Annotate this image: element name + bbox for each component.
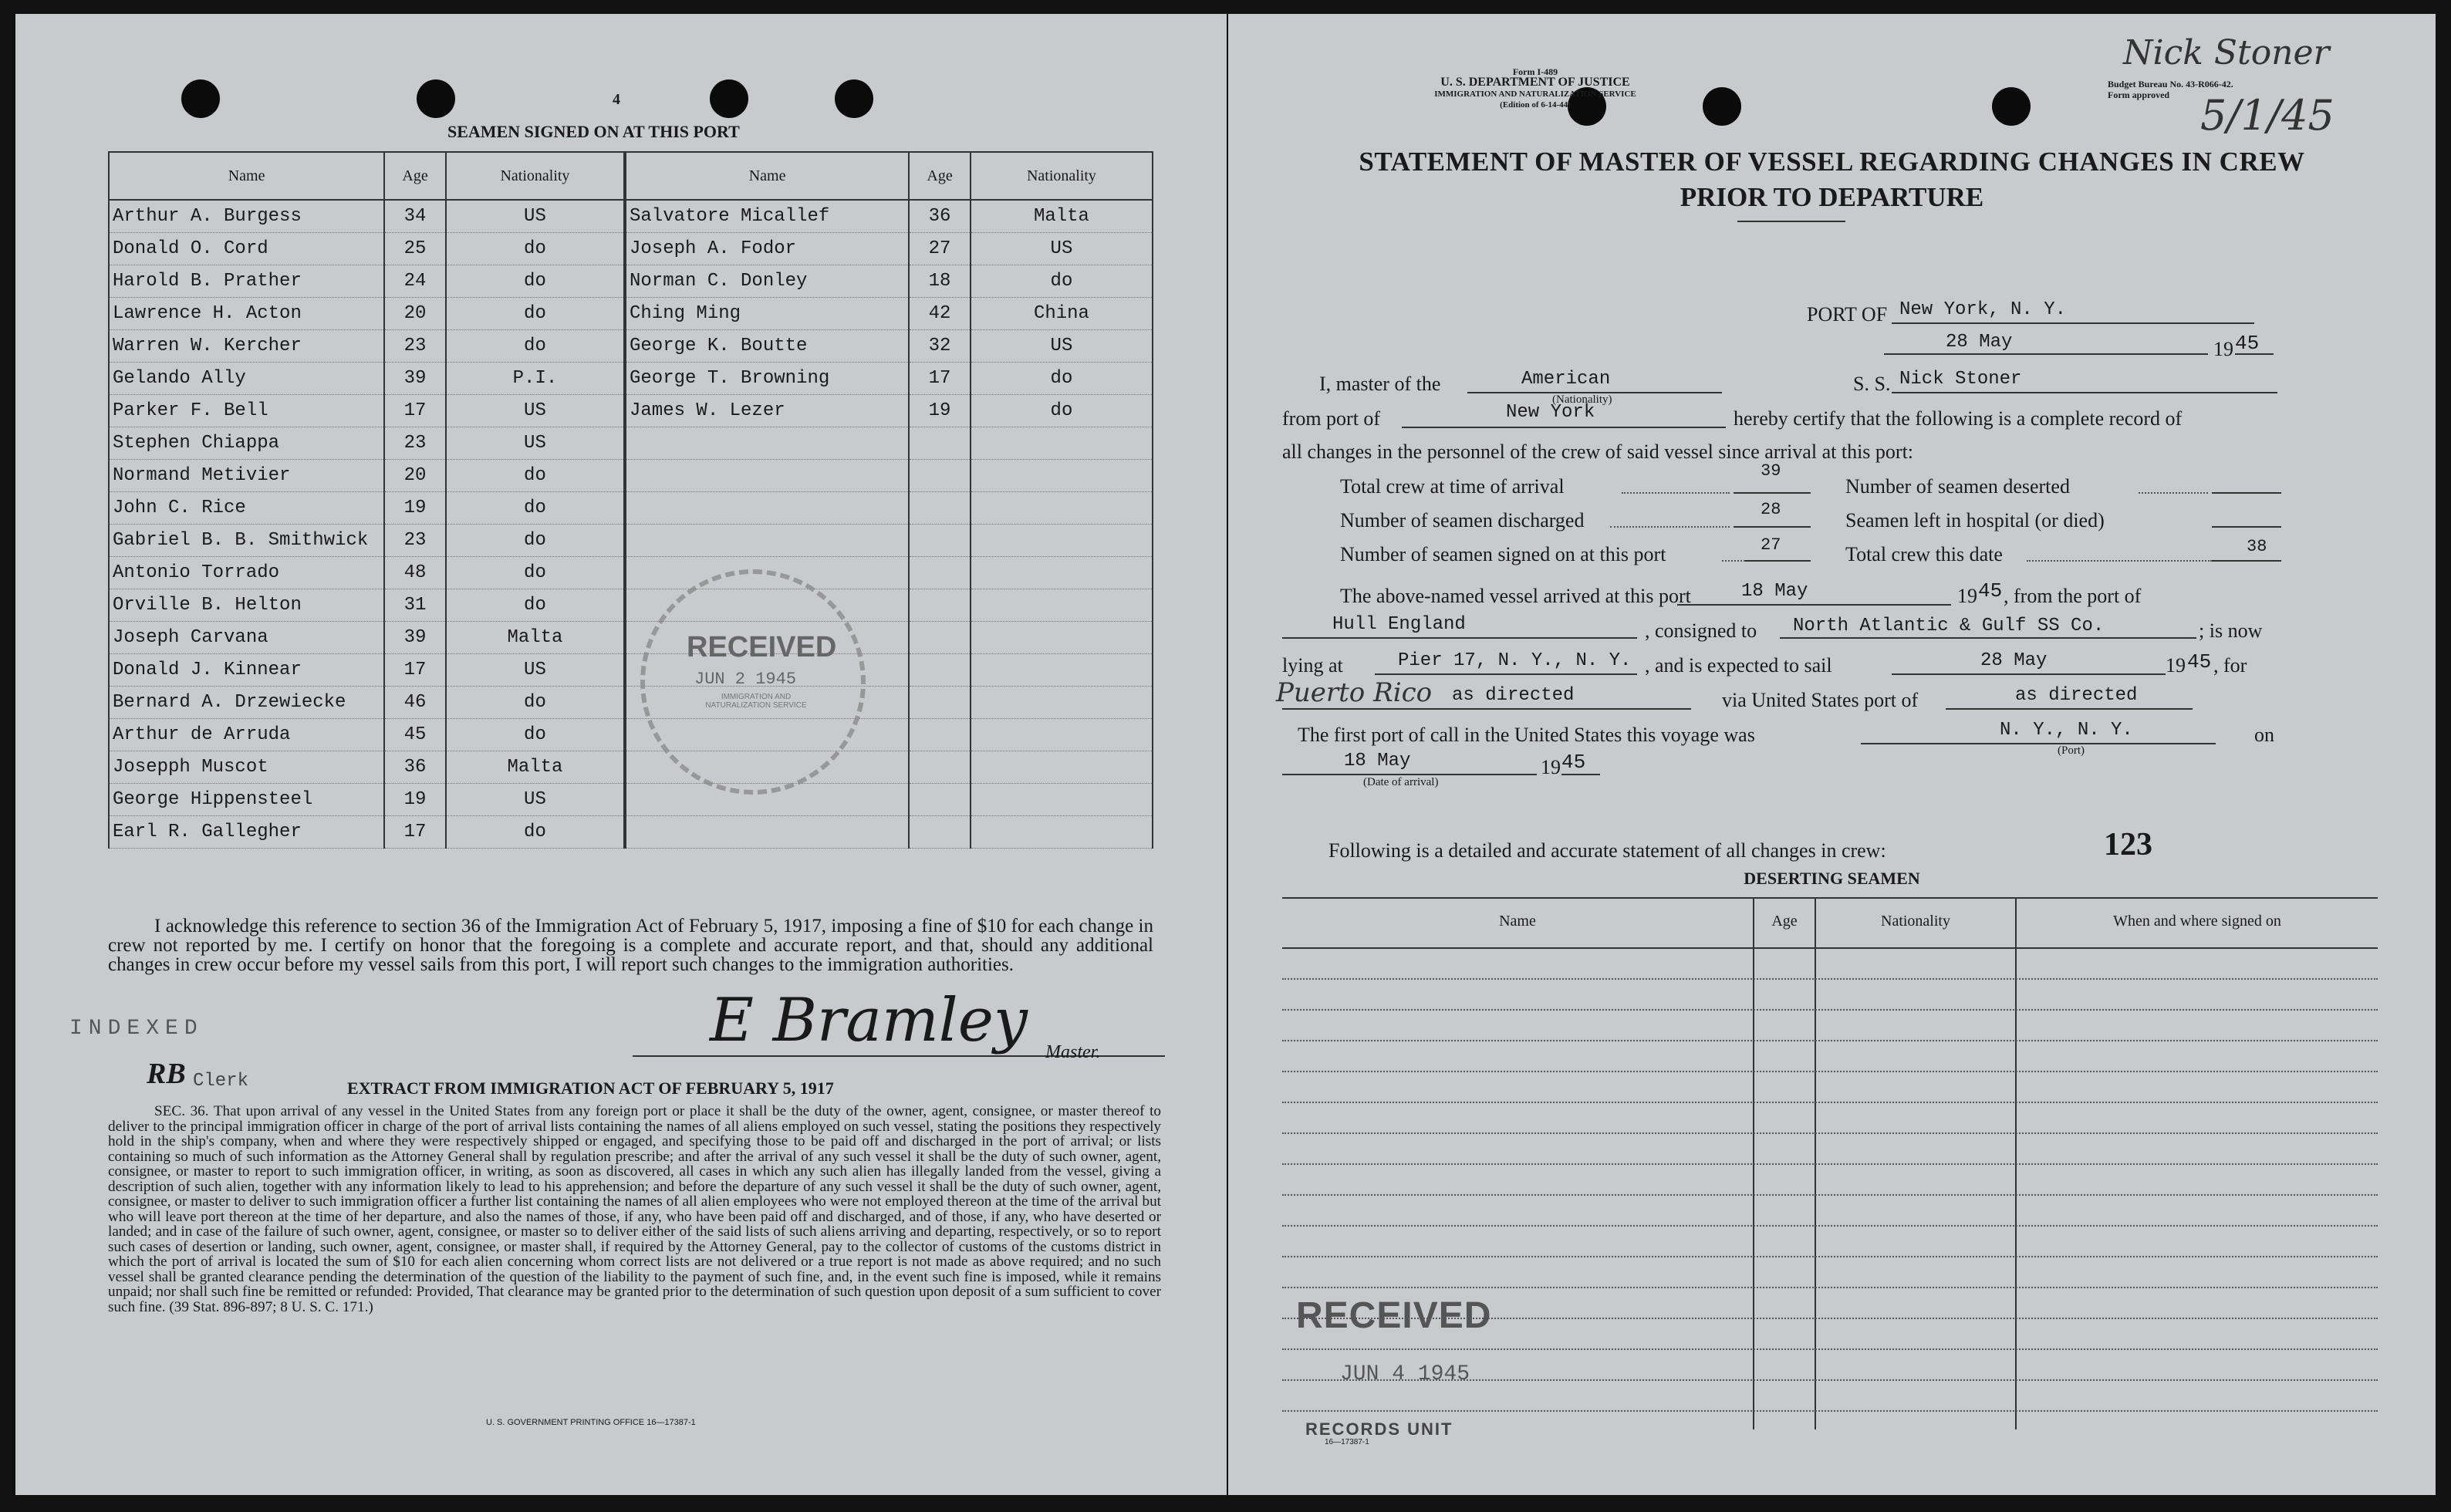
- crew-row: [109, 492, 624, 525]
- handwritten-date: 5/1/45: [2200, 91, 2335, 140]
- underline: [1780, 637, 2196, 639]
- crew-name: Norman C. Donley: [626, 265, 909, 298]
- master-signature: E Bramley: [710, 986, 1028, 1055]
- extract-title: EXTRACT FROM IMMIGRATION ACT OF FEBRUARY 5, 1917: [347, 1078, 834, 1098]
- lying-at-label: lying at: [1282, 654, 1343, 677]
- lying-at-value: Pier 17, N. Y., N. Y.: [1398, 650, 1632, 671]
- crew-nationality: [971, 654, 1153, 687]
- crew-name: Antonio Torrado: [109, 557, 384, 589]
- underline: [1892, 392, 2277, 393]
- first-date: 18 May: [1344, 751, 1411, 771]
- crew-age: [909, 784, 971, 816]
- crew-age: 42: [909, 298, 971, 330]
- underline: [2235, 353, 2274, 355]
- year: 45: [2235, 332, 2260, 355]
- crew-age: [909, 622, 971, 654]
- crew-age: 24: [384, 265, 446, 298]
- crew-age: [909, 525, 971, 557]
- crew-row: [109, 589, 624, 622]
- crew-nationality: [971, 751, 1153, 784]
- from-port-label: from port of: [1282, 407, 1381, 430]
- crew-nationality: do: [446, 719, 624, 751]
- crew-nationality: [971, 784, 1153, 816]
- crew-age: 36: [909, 200, 971, 233]
- deserting-col-name: Name: [1499, 913, 1536, 930]
- underline: [1892, 322, 2254, 324]
- hospital-label: Seamen left in hospital (or died): [1845, 509, 2105, 532]
- crew-row: [109, 200, 624, 233]
- col-name: Name: [626, 152, 909, 200]
- indexed-stamp: INDEXED: [69, 1017, 204, 1041]
- crew-age: 25: [384, 233, 446, 265]
- crew-nationality: P.I.: [446, 363, 624, 395]
- deserting-row-line: [1282, 978, 2378, 980]
- arrived-date: 18 May: [1741, 581, 1808, 602]
- first-year: 45: [1561, 751, 1586, 774]
- crew-name: James W. Lezer: [626, 395, 909, 427]
- deserting-row-line: [1282, 1225, 2378, 1227]
- leader-dots: [1622, 492, 1730, 494]
- crew-age: 18: [909, 265, 971, 298]
- crew-nationality: do: [446, 525, 624, 557]
- nationality-value: American: [1521, 369, 1611, 390]
- deserting-row-line: [1282, 1256, 2378, 1257]
- received-stamp-text: RECEIVED: [687, 631, 837, 663]
- crew-name: Warren W. Kercher: [109, 330, 384, 363]
- for-label: , for: [2213, 654, 2247, 677]
- crew-nationality: do: [446, 265, 624, 298]
- budget-bureau: Budget Bureau No. 43-R066-42.: [2108, 79, 2233, 89]
- crew-nationality: do: [971, 363, 1153, 395]
- crew-age: 19: [909, 395, 971, 427]
- ss-label: S. S.: [1853, 373, 1891, 395]
- change-number: 123: [2104, 827, 2152, 862]
- signed-on-label: Number of seamen signed on at this port: [1340, 543, 1666, 565]
- crew-age: 20: [384, 460, 446, 492]
- crew-age: 20: [384, 298, 446, 330]
- deserting-row-line: [1282, 1379, 2378, 1381]
- crew-age: [909, 492, 971, 525]
- crew-row: [109, 330, 624, 363]
- total-crew-arrival: 39: [1761, 461, 1781, 481]
- deserting-row-line: [1282, 1102, 2378, 1103]
- deserting-title: DESERTING SEAMEN: [1744, 869, 1920, 888]
- crew-name: [626, 460, 909, 492]
- crew-row: [109, 395, 624, 427]
- crew-age: [909, 751, 971, 784]
- crew-age: 27: [909, 233, 971, 265]
- received-stamp-date: JUN 2 1945: [694, 670, 797, 689]
- crew-name: George Hippensteel: [109, 784, 384, 816]
- deserting-row-line: [1282, 1194, 2378, 1196]
- arrived-year: 45: [1978, 579, 2003, 602]
- form-title-line2: PRIOR TO DEPARTURE: [1680, 182, 1984, 212]
- crew-nationality: US: [446, 784, 624, 816]
- crew-nationality: [971, 460, 1153, 492]
- crew-name: Joseph A. Fodor: [626, 233, 909, 265]
- crew-nationality: US: [446, 427, 624, 460]
- signed-on-value: 27: [1761, 535, 1781, 555]
- sail-date: 28 May: [1980, 650, 2048, 671]
- crew-name: Donald O. Cord: [109, 233, 384, 265]
- crew-nationality: [971, 427, 1153, 460]
- deserting-col-nationality: Nationality: [1881, 913, 1950, 930]
- crew-row: [109, 427, 624, 460]
- underline: [2212, 560, 2281, 562]
- from-port-value: New York: [1506, 402, 1595, 423]
- crew-nationality: do: [446, 557, 624, 589]
- crew-nationality: [971, 687, 1153, 719]
- total-crew-arrival-label: Total crew at time of arrival: [1340, 475, 1565, 498]
- deserting-row-line: [1282, 1318, 2378, 1319]
- crew-nationality: [971, 525, 1153, 557]
- extract-text: SEC. 36. That upon arrival of any vessel in the United States from any foreign port or place it shall be the duty of the owner, agent, consignee, or master thereof to deliver to the principal immigration officer in charge of the port of arrival lists containing the names of all aliens employed on such vessel, stating the positions they respectively hold in the ship's company, when and where they were respectively shipped or engaged, and specifying those to be paid off and discharged in the port of arrival; or lists containing so much of such information as the Attorney General shall by regulation prescribe; and after the arrival of any such vessel it shall be the duty of such owner, agent, consignee, or master to report to such immigration officer, in writing, as soon as discovered, all cases in which any such alien has illegally landed from the vessel, giving a description of such alien, together with any information likely to lead to his apprehension; and before the departure of any such vessel it shall be the duty of such owner, agent, consignee, or master to deliver to such immigration officer a further list containing the names of all alien employees who were not employed thereon at the time of the arrival but who will leave port thereon at the time of her departure, and also the names of those, if any, who have been paid off and discharged, and of those, if any, who have deserted or landed; and in case of the failure of such owner, agent, consignee, or master so to deliver either of the said lists of such aliens arriving and departing, respectively, or so to report such cases of desertion or landing, such owner, agent, consignee, or master shall, if required by the Attorney General, pay to the collector of customs of the customs district in which the port of arrival is located the sum of $10 for each alien concerning whom correct lists are not delivered or a true report is not made as above required; and no such vessel shall be granted clearance pending the determination of the question of the liability to the payment of such fine, and, in the event such fine is imposed, while it remains unpaid; nor shall such fine be remitted or refunded: Provided, That clearance may be granted prior to the determination of such question upon deposit of a sum sufficient to cover such fine. (39 Stat. 896-897; 8 U. S. C. 171.): [108, 1103, 1161, 1315]
- col-nationality: Nationality: [446, 152, 624, 200]
- crew-nationality: [971, 816, 1153, 849]
- underline: [2212, 526, 2281, 528]
- crew-age: [909, 427, 971, 460]
- edition: (Edition of 6-14-44): [1500, 100, 1571, 110]
- col-name: Name: [109, 152, 384, 200]
- crew-nationality: do: [446, 460, 624, 492]
- crew-age: 19: [384, 784, 446, 816]
- is-now-label: ; is now: [2199, 619, 2263, 642]
- crew-row: [626, 784, 1153, 816]
- crew-name: Normand Metivier: [109, 460, 384, 492]
- crew-row: [626, 460, 1153, 492]
- crew-row: [109, 460, 624, 492]
- deserted-label: Number of seamen deserted: [1845, 475, 2070, 498]
- crew-nationality: US: [971, 330, 1153, 363]
- crew-name: Stephen Chiappa: [109, 427, 384, 460]
- crew-row: [626, 525, 1153, 557]
- crew-nationality: do: [971, 395, 1153, 427]
- crew-row: [626, 363, 1153, 395]
- crew-row: [109, 233, 624, 265]
- underline: [2212, 492, 2281, 494]
- crew-nationality: do: [446, 298, 624, 330]
- crew-nationality: Malta: [446, 751, 624, 784]
- crew-name: Arthur de Arruda: [109, 719, 384, 751]
- crew-row: [626, 816, 1153, 849]
- sail-year-prefix: 19: [2166, 654, 2186, 677]
- deserting-col-age: Age: [1771, 913, 1798, 930]
- crew-nationality: Malta: [446, 622, 624, 654]
- following-text: Following is a detailed and accurate statement of all changes in crew:: [1328, 839, 1886, 862]
- crew-nationality: do: [446, 687, 624, 719]
- col-age: Age: [384, 152, 446, 200]
- crew-age: 31: [384, 589, 446, 622]
- crew-name: Lawrence H. Acton: [109, 298, 384, 330]
- right-page: [1228, 14, 2436, 1495]
- deserting-row-line: [1282, 1132, 2378, 1134]
- from-the-port-of: , from the port of: [2004, 585, 2142, 607]
- underline: [1861, 743, 2216, 744]
- crew-name: Earl R. Gallegher: [109, 816, 384, 849]
- underline: [1282, 637, 1637, 639]
- records-unit-stamp: RECORDS UNIT: [1305, 1419, 1453, 1439]
- printing-office: U. S. GOVERNMENT PRINTING OFFICE 16—17387-1: [486, 1418, 696, 1427]
- deserting-row-line: [1282, 1287, 2378, 1288]
- crew-name: [626, 816, 909, 849]
- crew-table-left: [108, 151, 625, 849]
- crew-age: 23: [384, 427, 446, 460]
- leader-dots: [1722, 560, 1745, 562]
- crew-nationality: [971, 719, 1153, 751]
- punch-hole: [835, 79, 873, 118]
- discharged-label: Number of seamen discharged: [1340, 509, 1585, 532]
- leader-dots: [1610, 526, 1730, 528]
- section-title: SEAMEN SIGNED ON AT THIS PORT: [447, 122, 740, 141]
- crew-row: [626, 265, 1153, 298]
- crew-nationality: [971, 492, 1153, 525]
- crew-age: [909, 816, 971, 849]
- first-port-label: The first port of call in the United States this voyage was: [1298, 724, 1755, 746]
- crew-row: [109, 622, 624, 654]
- service-name: IMMIGRATION AND NATURALIZATION SERVICE: [1434, 89, 1636, 99]
- table-top-rule: [1282, 897, 2378, 899]
- crew-name: Salvatore Micallef: [626, 200, 909, 233]
- crew-row: [109, 751, 624, 784]
- crew-name: Bernard A. Drzewiecke: [109, 687, 384, 719]
- underline: [1282, 708, 1691, 710]
- via-label: via United States port of: [1722, 689, 1919, 711]
- table-header-rule: [1282, 947, 2378, 949]
- deserting-row-line: [1282, 1071, 2378, 1072]
- underline: [1561, 774, 1600, 775]
- punch-hole: [710, 79, 748, 118]
- underline: [1884, 353, 2208, 355]
- crew-row: [626, 330, 1153, 363]
- underline: [1745, 560, 1811, 562]
- crew-row: [109, 816, 624, 849]
- crew-nationality: do: [446, 816, 624, 849]
- crew-nationality: do: [446, 589, 624, 622]
- crew-age: 23: [384, 525, 446, 557]
- port-of-value: New York, N. Y.: [1899, 299, 2067, 320]
- crew-row: [626, 427, 1153, 460]
- crew-nationality: do: [446, 233, 624, 265]
- crew-age: [909, 719, 971, 751]
- crew-nationality: [971, 589, 1153, 622]
- port-caption: (Port): [2058, 744, 2085, 757]
- crew-name: [626, 427, 909, 460]
- crew-row: [626, 200, 1153, 233]
- master-label: Master.: [1045, 1042, 1101, 1062]
- form-approved: Form approved: [2108, 89, 2170, 100]
- underline: [1677, 604, 1951, 606]
- crew-age: 45: [384, 719, 446, 751]
- crew-nationality: do: [446, 492, 624, 525]
- deserting-row-line: [1282, 1410, 2378, 1412]
- deserting-row-line: [1282, 1348, 2378, 1350]
- crew-age: 19: [384, 492, 446, 525]
- crew-age: [909, 654, 971, 687]
- crew-nationality: do: [446, 330, 624, 363]
- first-year-prefix: 19: [1541, 756, 1561, 778]
- expected-label: , and is expected to sail: [1645, 654, 1832, 677]
- crew-row: [626, 298, 1153, 330]
- total-crew-date-label: Total crew this date: [1845, 543, 2003, 565]
- total-crew-date: 38: [2247, 537, 2267, 556]
- crew-age: [909, 460, 971, 492]
- crew-nationality: [971, 557, 1153, 589]
- crew-age: [909, 557, 971, 589]
- crew-age: 46: [384, 687, 446, 719]
- crew-row: [109, 719, 624, 751]
- crew-row: [626, 233, 1153, 265]
- underline: [1402, 427, 1726, 428]
- received-stamp-service: IMMIGRATION AND NATURALIZATION SERVICE: [705, 693, 807, 710]
- acknowledgement-text: I acknowledge this reference to section 36 of the Immigration Act of February 5, 1917, imposing a fine of $10 for each change in crew not reported by me. I certify on honor that the foregoing is a complete and accurate report, and that, should any additional changes in crew occur before my vessel sails from this port, I will report such changes to the immigration authorities.: [108, 916, 1153, 975]
- first-port: N. Y., N. Y.: [2000, 720, 2133, 741]
- crew-name: Orville B. Helton: [109, 589, 384, 622]
- underline: [1375, 673, 1637, 675]
- nationality-caption: (Nationality): [1552, 393, 1612, 406]
- crew-row: [109, 557, 624, 589]
- handwritten-destination: Puerto Rico: [1276, 677, 1433, 708]
- crew-age: [909, 687, 971, 719]
- deserting-row-line: [1282, 1163, 2378, 1165]
- crew-name: Parker F. Bell: [109, 395, 384, 427]
- crew-age: [909, 589, 971, 622]
- underline: [1282, 774, 1537, 775]
- crew-name: Gelando Ally: [109, 363, 384, 395]
- crew-name: Joseph Carvana: [109, 622, 384, 654]
- underline: [1946, 708, 2193, 710]
- crew-row: [109, 654, 624, 687]
- punch-hole: [1992, 87, 2031, 126]
- certify-text: hereby certify that the following is a complete record of: [1734, 407, 2183, 430]
- crew-name: John C. Rice: [109, 492, 384, 525]
- crew-age: 39: [384, 622, 446, 654]
- crew-name: Arthur A. Burgess: [109, 200, 384, 233]
- page-number: 4: [613, 91, 620, 108]
- master-of-label: I, master of the: [1319, 373, 1441, 395]
- crew-nationality: US: [446, 654, 624, 687]
- crew-row: [109, 525, 624, 557]
- crew-age: 36: [384, 751, 446, 784]
- dept-name: U. S. DEPARTMENT OF JUSTICE: [1440, 76, 1630, 89]
- title-rule: [1737, 221, 1845, 222]
- crew-nationality: US: [446, 395, 624, 427]
- clerk-initials: RB: [147, 1058, 186, 1090]
- deserting-row-line: [1282, 1040, 2378, 1041]
- discharged-value: 28: [1761, 500, 1781, 519]
- punch-hole: [181, 79, 220, 118]
- crew-name: George T. Browning: [626, 363, 909, 395]
- form-id: Form I-489: [1512, 66, 1558, 77]
- crew-name: Harold B. Prather: [109, 265, 384, 298]
- crew-age: 48: [384, 557, 446, 589]
- crew-nationality: do: [971, 265, 1153, 298]
- received-date-stamp: JUN 4 1945: [1340, 1362, 1470, 1386]
- ship-name: Nick Stoner: [1899, 369, 2022, 390]
- crew-nationality: [971, 622, 1153, 654]
- via-port: as directed: [2015, 685, 2138, 706]
- crew-age: 17: [384, 395, 446, 427]
- crew-name: Donald J. Kinnear: [109, 654, 384, 687]
- crew-age: 23: [384, 330, 446, 363]
- leader-dots: [2027, 560, 2212, 562]
- crew-nationality: US: [971, 233, 1153, 265]
- port-of-label: PORT OF: [1807, 303, 1888, 326]
- crew-name: [626, 525, 909, 557]
- footer-code: 16—17387-1: [1325, 1438, 1369, 1446]
- crew-row: [109, 784, 624, 816]
- date-arrival-caption: (Date of arrival): [1363, 776, 1439, 788]
- crew-row: [109, 298, 624, 330]
- deserting-row-line: [1282, 1009, 2378, 1011]
- deserting-col-signed-on: When and where signed on: [2113, 913, 2281, 930]
- col-nationality: Nationality: [971, 152, 1153, 200]
- crew-age: 17: [384, 816, 446, 849]
- crew-nationality: Malta: [971, 200, 1153, 233]
- date-day: 28 May: [1946, 332, 2013, 353]
- crew-row: [626, 492, 1153, 525]
- underline: [1892, 673, 2166, 675]
- form-title-line1: STATEMENT OF MASTER OF VESSEL REGARDING CHANGES IN CREW: [1359, 147, 2305, 177]
- crew-row: [626, 395, 1153, 427]
- received-stamp: RECEIVED: [1296, 1295, 1492, 1336]
- crew-row: [109, 363, 624, 395]
- crew-age: 17: [909, 363, 971, 395]
- year-prefix: 19: [2213, 338, 2233, 360]
- crew-nationality: US: [446, 200, 624, 233]
- crew-name: Gabriel B. B. Smithwick: [109, 525, 384, 557]
- underline: [1734, 492, 1811, 494]
- crew-row: [109, 265, 624, 298]
- arrived-year-prefix: 19: [1957, 585, 1977, 607]
- punch-hole: [417, 79, 455, 118]
- destination: as directed: [1452, 685, 1575, 706]
- consigned-label: , consigned to: [1645, 619, 1757, 642]
- consignee: North Atlantic & Gulf SS Co.: [1793, 616, 2105, 636]
- changes-text: all changes in the personnel of the crew of said vessel since arrival at this port:: [1282, 440, 1914, 463]
- crew-row: [109, 687, 624, 719]
- clerk-label: Clerk: [193, 1071, 249, 1092]
- crew-name: George K. Boutte: [626, 330, 909, 363]
- crew-name: Ching Ming: [626, 298, 909, 330]
- sail-year: 45: [2187, 650, 2212, 673]
- origin-port: Hull England: [1332, 614, 1466, 635]
- arrived-label: The above-named vessel arrived at this port: [1340, 585, 1691, 607]
- crew-name: Josepph Muscot: [109, 751, 384, 784]
- crew-name: [626, 492, 909, 525]
- crew-age: 34: [384, 200, 446, 233]
- left-page: [15, 14, 1227, 1495]
- leader-dots: [2139, 492, 2208, 494]
- handwritten-ship: Nick Stoner: [2123, 33, 2330, 73]
- on-label: on: [2254, 724, 2274, 746]
- crew-nationality: China: [971, 298, 1153, 330]
- crew-age: 17: [384, 654, 446, 687]
- crew-age: 39: [384, 363, 446, 395]
- col-age: Age: [909, 152, 971, 200]
- crew-age: 32: [909, 330, 971, 363]
- underline: [1734, 526, 1811, 528]
